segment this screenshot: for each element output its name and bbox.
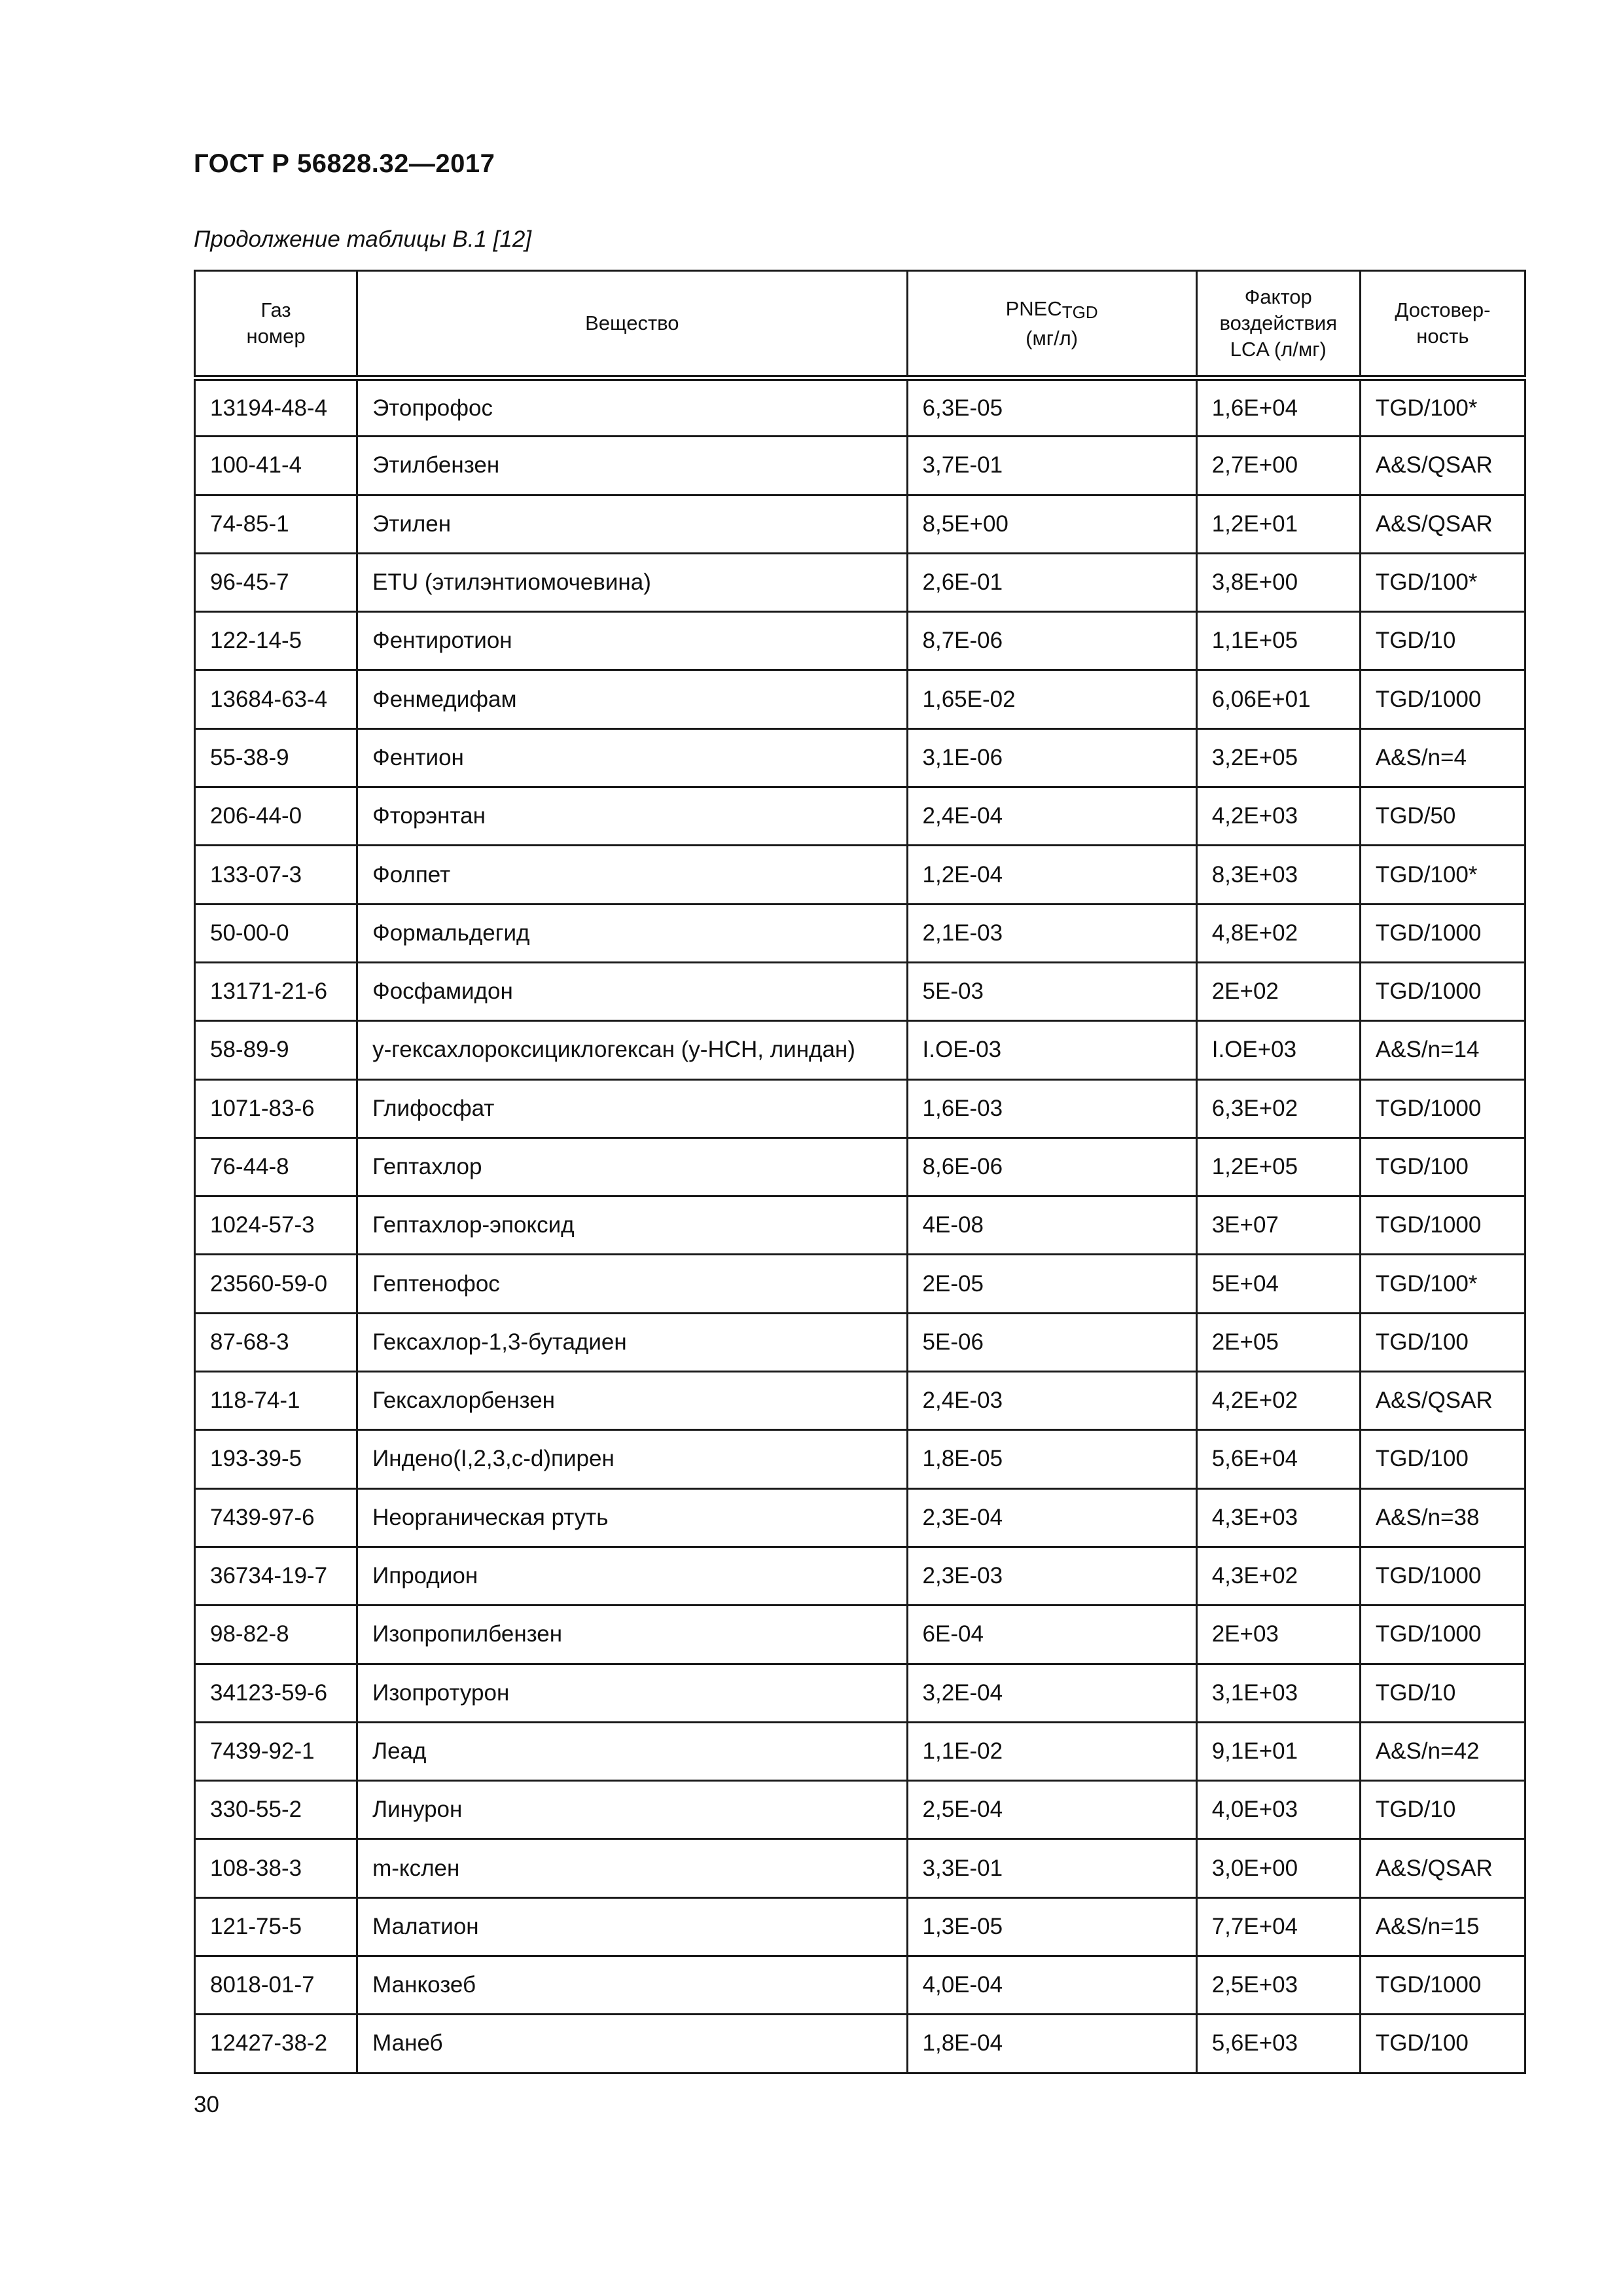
cell-substance: Формальдегид [357, 904, 907, 962]
cell-substance: Изопропилбензен [357, 1605, 907, 1664]
cell-cas: 87-68-3 [195, 1313, 357, 1371]
cell-factor: 1,2E+05 [1196, 1138, 1360, 1196]
cell-reliability: A&S/n=4 [1360, 728, 1525, 787]
cell-reliability: TGD/1000 [1360, 1956, 1525, 2015]
cell-substance: Фторэнтан [357, 787, 907, 846]
factor-header-line2: воздействия [1219, 312, 1337, 334]
cell-substance: Манеб [357, 2015, 907, 2073]
substance-header-text: Вещество [585, 312, 679, 334]
cas-header-line1: Газ [260, 298, 291, 321]
cell-factor: 3E+07 [1196, 1196, 1360, 1255]
cell-pnec: 2,3E-04 [907, 1488, 1196, 1547]
column-header-factor [1196, 271, 1360, 378]
cell-reliability: A&S/n=15 [1360, 1897, 1525, 1956]
table-row [195, 1547, 1525, 1605]
cell-reliability: TGD/100 [1360, 1138, 1525, 1196]
cell-substance: Линурон [357, 1781, 907, 1839]
cell-reliability: TGD/100 [1360, 1313, 1525, 1371]
cell-cas: 58-89-9 [195, 1021, 357, 1079]
table-row [195, 1488, 1525, 1547]
cell-cas: 96-45-7 [195, 553, 357, 611]
cell-pnec: 1,6E-03 [907, 1079, 1196, 1138]
cell-reliability: A&S/QSAR [1360, 1839, 1525, 1897]
cell-pnec: 1,8E-04 [907, 2015, 1196, 2073]
cell-substance: Фентиротион [357, 612, 907, 670]
cell-reliability: A&S/QSAR [1360, 437, 1525, 495]
cell-factor: 4,3E+03 [1196, 1488, 1360, 1547]
cell-cas: 13171-21-6 [195, 962, 357, 1020]
cell-pnec: I.OE-03 [907, 1021, 1196, 1079]
cell-cas: 12427-38-2 [195, 2015, 357, 2073]
table-row [195, 1196, 1525, 1255]
table-body [195, 378, 1525, 2073]
cell-factor: 2E+05 [1196, 1313, 1360, 1371]
cell-reliability: A&S/QSAR [1360, 1372, 1525, 1430]
pnec-header-main: PNEC [1005, 296, 1062, 320]
cell-pnec: 1,1E-02 [907, 1722, 1196, 1780]
cell-pnec: 2,4E-04 [907, 787, 1196, 846]
cell-factor: 3,8E+00 [1196, 553, 1360, 611]
cell-factor: 8,3E+03 [1196, 846, 1360, 904]
cell-factor: 3,2E+05 [1196, 728, 1360, 787]
cell-reliability: TGD/10 [1360, 1664, 1525, 1722]
cell-pnec: 6,3E-05 [907, 378, 1196, 437]
cell-factor: 5,6E+04 [1196, 1430, 1360, 1488]
cell-cas: 8018-01-7 [195, 1956, 357, 2015]
cell-factor: 6,3E+02 [1196, 1079, 1360, 1138]
table-row [195, 1897, 1525, 1956]
cell-cas: 330-55-2 [195, 1781, 357, 1839]
table-row [195, 378, 1525, 437]
cell-pnec: 2,6E-01 [907, 553, 1196, 611]
cell-reliability: TGD/1000 [1360, 962, 1525, 1020]
cell-cas: 55-38-9 [195, 728, 357, 787]
cell-substance: Неорганическая ртуть [357, 1488, 907, 1547]
column-header-cas [195, 271, 357, 378]
cell-pnec: 5E-03 [907, 962, 1196, 1020]
table-row [195, 2015, 1525, 2073]
cell-reliability: TGD/100* [1360, 1255, 1525, 1313]
cell-pnec: 8,5E+00 [907, 495, 1196, 553]
cell-cas: 34123-59-6 [195, 1664, 357, 1722]
cell-substance: Гексахлор-1,3-бутадиен [357, 1313, 907, 1371]
cell-reliability: TGD/1000 [1360, 1196, 1525, 1255]
cell-factor: 3,1E+03 [1196, 1664, 1360, 1722]
cell-cas: 23560-59-0 [195, 1255, 357, 1313]
cell-factor: 5,6E+03 [1196, 2015, 1360, 2073]
table-row [195, 1372, 1525, 1430]
cell-factor: I.OE+03 [1196, 1021, 1360, 1079]
table-row [195, 962, 1525, 1020]
cell-pnec: 3,7E-01 [907, 437, 1196, 495]
cell-factor: 1,1E+05 [1196, 612, 1360, 670]
table-row [195, 787, 1525, 846]
table-row [195, 1781, 1525, 1839]
cell-cas: 1024-57-3 [195, 1196, 357, 1255]
document-title: ГОСТ Р 56828.32—2017 [194, 149, 495, 178]
cell-reliability: A&S/n=42 [1360, 1722, 1525, 1780]
cell-factor: 1,2E+01 [1196, 495, 1360, 553]
cell-pnec: 2,5E-04 [907, 1781, 1196, 1839]
cell-cas: 7439-92-1 [195, 1722, 357, 1780]
cell-reliability: TGD/1000 [1360, 904, 1525, 962]
table-row [195, 1664, 1525, 1722]
cell-factor: 5E+04 [1196, 1255, 1360, 1313]
cell-pnec: 5E-06 [907, 1313, 1196, 1371]
table-row [195, 728, 1525, 787]
cell-cas: 108-38-3 [195, 1839, 357, 1897]
table-row [195, 1313, 1525, 1371]
cell-cas: 193-39-5 [195, 1430, 357, 1488]
cell-cas: 133-07-3 [195, 846, 357, 904]
cell-reliability: TGD/100 [1360, 2015, 1525, 2073]
cell-substance: Малатион [357, 1897, 907, 1956]
cell-factor: 2E+02 [1196, 962, 1360, 1020]
cell-cas: 13194-48-4 [195, 378, 357, 437]
substances-table [194, 270, 1526, 2074]
cell-cas: 206-44-0 [195, 787, 357, 846]
cell-pnec: 1,8E-05 [907, 1430, 1196, 1488]
table-caption: Продолжение таблицы В.1 [12] [194, 226, 532, 252]
cell-reliability: TGD/50 [1360, 787, 1525, 846]
cell-cas: 7439-97-6 [195, 1488, 357, 1547]
cell-substance: Фосфамидон [357, 962, 907, 1020]
cell-factor: 4,2E+02 [1196, 1372, 1360, 1430]
table-row [195, 904, 1525, 962]
cell-reliability: TGD/10 [1360, 1781, 1525, 1839]
cell-factor: 4,8E+02 [1196, 904, 1360, 962]
table-row [195, 553, 1525, 611]
cell-pnec: 1,65E-02 [907, 670, 1196, 728]
cell-reliability: A&S/n=38 [1360, 1488, 1525, 1547]
cell-substance: Ипродион [357, 1547, 907, 1605]
cell-reliability: TGD/100* [1360, 553, 1525, 611]
cell-reliability: A&S/n=14 [1360, 1021, 1525, 1079]
cell-cas: 118-74-1 [195, 1372, 357, 1430]
table-row [195, 1605, 1525, 1664]
table-row [195, 612, 1525, 670]
cell-substance: Гексахлорбензен [357, 1372, 907, 1430]
cell-cas: 50-00-0 [195, 904, 357, 962]
cell-reliability: A&S/QSAR [1360, 495, 1525, 553]
cell-substance: Фентион [357, 728, 907, 787]
table-row [195, 1138, 1525, 1196]
cell-pnec: 4E-08 [907, 1196, 1196, 1255]
cell-substance: Леад [357, 1722, 907, 1780]
cell-factor: 7,7E+04 [1196, 1897, 1360, 1956]
cell-pnec: 2,1E-03 [907, 904, 1196, 962]
cell-reliability: TGD/1000 [1360, 1079, 1525, 1138]
cell-cas: 1071-83-6 [195, 1079, 357, 1138]
cell-pnec: 1,2E-04 [907, 846, 1196, 904]
factor-header-line3: LCA (л/мг) [1230, 338, 1327, 361]
cell-pnec: 6E-04 [907, 1605, 1196, 1664]
cell-pnec: 1,3E-05 [907, 1897, 1196, 1956]
cell-factor: 9,1E+01 [1196, 1722, 1360, 1780]
cell-factor: 4,0E+03 [1196, 1781, 1360, 1839]
table-row [195, 1722, 1525, 1780]
cell-cas: 98-82-8 [195, 1605, 357, 1664]
cas-header-line2: номер [246, 325, 306, 348]
cell-substance: Гептенофос [357, 1255, 907, 1313]
cell-pnec: 2,4E-03 [907, 1372, 1196, 1430]
cell-factor: 6,06E+01 [1196, 670, 1360, 728]
cell-pnec: 3,1E-06 [907, 728, 1196, 787]
cell-factor: 2E+03 [1196, 1605, 1360, 1664]
cell-substance: Этилен [357, 495, 907, 553]
cell-reliability: TGD/100* [1360, 378, 1525, 437]
cell-factor: 4,2E+03 [1196, 787, 1360, 846]
cell-substance: Глифосфат [357, 1079, 907, 1138]
cell-pnec: 3,3E-01 [907, 1839, 1196, 1897]
table-row [195, 1079, 1525, 1138]
cell-pnec: 4,0E-04 [907, 1956, 1196, 2015]
cell-cas: 100-41-4 [195, 437, 357, 495]
reliability-header-line1: Достовер- [1395, 298, 1491, 321]
cell-reliability: TGD/100* [1360, 846, 1525, 904]
table-row [195, 1430, 1525, 1488]
cell-cas: 74-85-1 [195, 495, 357, 553]
column-header-substance [357, 271, 907, 378]
cell-factor: 3,0E+00 [1196, 1839, 1360, 1897]
cell-substance: Манкозеб [357, 1956, 907, 2015]
cell-substance: Гептахлор [357, 1138, 907, 1196]
column-header-pnec [907, 271, 1196, 378]
cell-cas: 121-75-5 [195, 1897, 357, 1956]
cell-substance: ETU (этилэнтиомочевина) [357, 553, 907, 611]
cell-reliability: TGD/1000 [1360, 670, 1525, 728]
table-header-row [195, 271, 1525, 378]
cell-reliability: TGD/1000 [1360, 1605, 1525, 1664]
cell-substance: Изопротурон [357, 1664, 907, 1722]
cell-factor: 1,6E+04 [1196, 378, 1360, 437]
table-row [195, 495, 1525, 553]
cell-pnec: 8,7E-06 [907, 612, 1196, 670]
cell-substance: у-гексахлороксициклогексан (у-НСН, линдан) [357, 1021, 907, 1079]
cell-substance: Индено(I,2,3,c-d)пирен [357, 1430, 907, 1488]
cell-substance: Фенмедифам [357, 670, 907, 728]
table-row [195, 1021, 1525, 1079]
cell-cas: 76-44-8 [195, 1138, 357, 1196]
cell-pnec: 2,3E-03 [907, 1547, 1196, 1605]
cell-cas: 13684-63-4 [195, 670, 357, 728]
cell-reliability: TGD/100 [1360, 1430, 1525, 1488]
cell-substance: Гептахлор-эпоксид [357, 1196, 907, 1255]
cell-substance: Этопрофос [357, 378, 907, 437]
factor-header-line1: Фактор [1244, 285, 1312, 308]
cell-substance: Этилбензен [357, 437, 907, 495]
cell-factor: 2,7E+00 [1196, 437, 1360, 495]
cell-factor: 2,5E+03 [1196, 1956, 1360, 2015]
cell-factor: 4,3E+02 [1196, 1547, 1360, 1605]
page-number: 30 [194, 2092, 219, 2117]
cell-reliability: TGD/10 [1360, 612, 1525, 670]
cell-substance: Фолпет [357, 846, 907, 904]
cell-pnec: 2E-05 [907, 1255, 1196, 1313]
cell-cas: 122-14-5 [195, 612, 357, 670]
column-header-reliability [1360, 271, 1525, 378]
reliability-header-line2: ность [1416, 325, 1469, 348]
cell-cas: 36734-19-7 [195, 1547, 357, 1605]
table-row [195, 1956, 1525, 2015]
table-row [195, 846, 1525, 904]
table-row [195, 1839, 1525, 1897]
cell-substance: m-кслен [357, 1839, 907, 1897]
pnec-header-unit: (мг/л) [1026, 326, 1079, 350]
table-row [195, 437, 1525, 495]
table-row [195, 1255, 1525, 1313]
cell-pnec: 3,2E-04 [907, 1664, 1196, 1722]
cell-reliability: TGD/1000 [1360, 1547, 1525, 1605]
table-row [195, 670, 1525, 728]
cell-pnec: 8,6E-06 [907, 1138, 1196, 1196]
pnec-header-sub: TGD [1061, 302, 1098, 322]
